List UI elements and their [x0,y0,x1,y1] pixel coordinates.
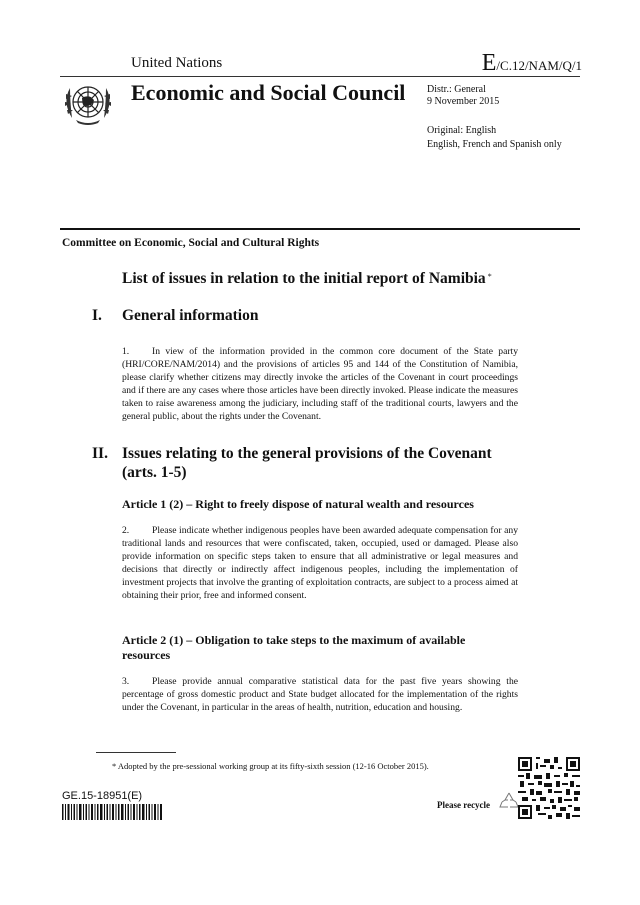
paragraph-text: Please provide annual comparative statistical data for the past five years showing the percentage of gross domestic product and State budget allocated for the implementation of the rights under the Covenant, in particular in the areas of health, nutrition, education and housing. [122,676,518,713]
document-title [122,270,492,288]
title-footnote-mark: * [487,272,492,281]
subsection-heading: Article 1 (2) – Right to freely dispose of natural wealth and resources [122,497,474,511]
paragraph-number: 2. [122,525,130,536]
symbol-rest: /C.12/NAM/Q/1 [496,58,582,73]
title-text: List of issues in relation to the initial report of Namibia [122,270,486,287]
section-number: II. [92,445,108,462]
original-language: Original: English [427,125,497,136]
document-number: GE.15-18951(E) [62,790,143,802]
recycle-label: Please recycle [437,800,491,810]
symbol-prefix: E [481,50,497,76]
header-rule [60,76,580,77]
footnote: * Adopted by the pre-sessional working group at its fifty-sixth session (12-16 October 2015). [112,761,429,771]
distribution: Distr.: General [427,84,486,95]
recycle-icon [498,790,520,812]
subsection-heading: Article 2 (1) – Obligation to take steps to the maximum of available resources [122,633,466,662]
un-emblem-icon [58,78,118,128]
organization-name: United Nations [131,55,223,71]
document-date: 9 November 2015 [427,96,500,107]
section-title: Issues relating to the general provisions of the Covenant (arts. 1-5) [122,445,492,481]
paragraph-number: 3. [122,676,130,687]
paragraph [122,675,518,714]
footnote-rule [96,752,176,753]
available-languages: English, French and Spanish only [427,139,562,150]
section-title: General information [122,307,259,324]
header-bottom-rule [60,228,580,230]
document-symbol [482,50,582,77]
council-name: Economic and Social Council [131,80,406,105]
qr-code-icon [518,756,580,820]
barcode-icon [62,804,162,820]
paragraph-number: 1. [122,346,130,357]
section-number: I. [92,307,102,324]
paragraph-text: In view of the information provided in the common core document of the State party (HRI/CORE/NAM/2014) and the provisions of articles 95 and 144 of the Constitution of Namibia, please clarify whether citizens may directly invoke the articles of the Covenant in court proceedings and if there are any cases where those articles have been directly invoked. Please indicate the measures taken to raise awareness among the judiciary, including staff of the traditional courts, lawyers and the general public, about the rights under the Covenant. [122,346,518,422]
paragraph-text: Please indicate whether indigenous peoples have been awarded adequate compensation for any traditional lands and resources that were confiscated, taken, occupied, used or damaged. Please also provide information on specific steps taken to ensure that all administrative or legal measures and decisions that directly or indirectly affect indigenous peoples, including the implementation of investment projects that involve the granting of exploitation contracts, are subject to a process aimed at obtaining their prior, free and informed consent. [122,525,518,601]
paragraph [122,345,518,423]
committee-name: Committee on Economic, Social and Cultural Rights [62,237,320,249]
language-info [427,124,562,152]
paragraph [122,524,518,602]
distribution-info [427,84,499,108]
